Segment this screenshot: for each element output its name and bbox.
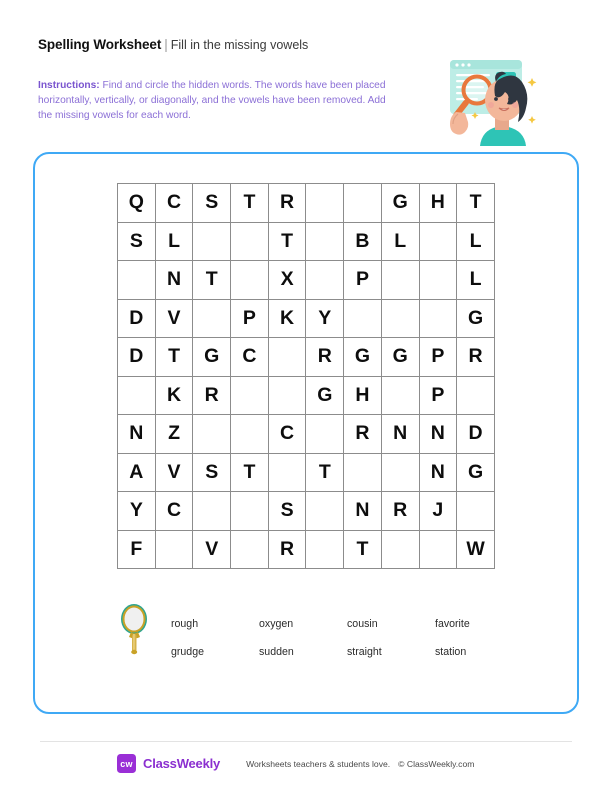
grid-cell[interactable]: D bbox=[118, 338, 156, 377]
grid-cell[interactable]: R bbox=[381, 492, 419, 531]
word-list-column bbox=[435, 610, 523, 666]
grid-cell[interactable] bbox=[306, 415, 344, 454]
grid-cell[interactable] bbox=[193, 415, 231, 454]
grid-cell[interactable]: W bbox=[457, 530, 495, 569]
word-search-grid bbox=[117, 183, 495, 569]
grid-row bbox=[118, 338, 495, 377]
grid-row bbox=[118, 376, 495, 415]
grid-cell[interactable] bbox=[306, 184, 344, 223]
grid-cell[interactable]: G bbox=[344, 338, 382, 377]
grid-cell[interactable]: N bbox=[344, 492, 382, 531]
grid-cell[interactable] bbox=[419, 299, 457, 338]
word-list bbox=[117, 600, 517, 666]
grid-cell[interactable]: N bbox=[118, 415, 156, 454]
grid-cell[interactable] bbox=[231, 415, 269, 454]
grid-cell[interactable]: N bbox=[381, 415, 419, 454]
grid-cell[interactable]: R bbox=[193, 376, 231, 415]
grid-cell[interactable]: H bbox=[344, 376, 382, 415]
grid-cell[interactable] bbox=[193, 222, 231, 261]
grid-cell[interactable]: R bbox=[344, 415, 382, 454]
grid-cell[interactable] bbox=[344, 299, 382, 338]
word-list-item[interactable]: station bbox=[435, 646, 467, 658]
grid-cell[interactable]: Q bbox=[118, 184, 156, 223]
grid-cell[interactable]: R bbox=[268, 530, 306, 569]
grid-cell[interactable] bbox=[381, 530, 419, 569]
grid-row bbox=[118, 453, 495, 492]
grid-cell[interactable] bbox=[118, 261, 156, 300]
grid-cell[interactable]: S bbox=[268, 492, 306, 531]
grid-cell[interactable]: J bbox=[419, 492, 457, 531]
grid-cell[interactable] bbox=[306, 222, 344, 261]
grid-cell[interactable]: G bbox=[381, 184, 419, 223]
page-title bbox=[38, 36, 438, 54]
grid-cell[interactable]: G bbox=[457, 453, 495, 492]
instructions-text: Find and circle the hidden words. The words have been placed horizontally, vertically, or diagonally, and the vowels have been removed. Add the missing vowels for each word. bbox=[38, 80, 386, 122]
grid-cell[interactable]: Y bbox=[118, 492, 156, 531]
grid-cell[interactable] bbox=[381, 376, 419, 415]
grid-cell[interactable]: P bbox=[344, 261, 382, 300]
grid-cell[interactable]: L bbox=[457, 222, 495, 261]
grid-cell[interactable] bbox=[419, 530, 457, 569]
title-divider: | bbox=[164, 37, 168, 52]
word-list-item[interactable]: grudge bbox=[171, 646, 204, 658]
grid-cell[interactable]: T bbox=[231, 453, 269, 492]
grid-cell[interactable] bbox=[268, 338, 306, 377]
grid-cell[interactable] bbox=[419, 261, 457, 300]
magnifying-glass-icon bbox=[117, 600, 153, 656]
grid-cell[interactable]: K bbox=[155, 376, 193, 415]
grid-cell[interactable] bbox=[306, 492, 344, 531]
word-list-column bbox=[259, 610, 347, 666]
grid-cell[interactable]: L bbox=[457, 261, 495, 300]
grid-cell[interactable]: H bbox=[419, 184, 457, 223]
grid-cell[interactable]: B bbox=[344, 222, 382, 261]
grid-cell[interactable]: L bbox=[155, 222, 193, 261]
grid-cell[interactable]: T bbox=[193, 261, 231, 300]
word-list-columns bbox=[171, 600, 523, 666]
grid-cell[interactable] bbox=[344, 184, 382, 223]
grid-cell[interactable]: P bbox=[419, 376, 457, 415]
grid-cell[interactable]: K bbox=[268, 299, 306, 338]
grid-cell[interactable]: Z bbox=[155, 415, 193, 454]
grid-cell[interactable]: T bbox=[268, 222, 306, 261]
grid-cell[interactable]: S bbox=[193, 453, 231, 492]
grid-cell[interactable] bbox=[231, 492, 269, 531]
person-with-magnifier-illustration bbox=[428, 50, 556, 146]
grid-cell[interactable]: T bbox=[155, 338, 193, 377]
word-search-body bbox=[118, 184, 495, 569]
grid-row bbox=[118, 261, 495, 300]
word-list-item[interactable]: favorite bbox=[435, 618, 470, 630]
grid-cell[interactable] bbox=[268, 376, 306, 415]
grid-cell[interactable]: C bbox=[155, 184, 193, 223]
instructions-block bbox=[38, 78, 390, 124]
grid-cell[interactable]: S bbox=[118, 222, 156, 261]
grid-cell[interactable]: R bbox=[457, 338, 495, 377]
grid-row bbox=[118, 299, 495, 338]
grid-cell[interactable] bbox=[193, 299, 231, 338]
grid-cell[interactable]: X bbox=[268, 261, 306, 300]
word-list-column bbox=[171, 610, 259, 666]
grid-cell[interactable] bbox=[306, 530, 344, 569]
grid-cell[interactable]: F bbox=[118, 530, 156, 569]
grid-cell[interactable]: T bbox=[344, 530, 382, 569]
grid-cell[interactable] bbox=[306, 261, 344, 300]
grid-cell[interactable] bbox=[231, 222, 269, 261]
grid-cell[interactable] bbox=[155, 530, 193, 569]
footer-copyright: © ClassWeekly.com bbox=[398, 758, 475, 769]
grid-cell[interactable]: R bbox=[306, 338, 344, 377]
classweekly-logo-badge: cw bbox=[117, 754, 136, 773]
grid-cell[interactable]: T bbox=[306, 453, 344, 492]
grid-cell[interactable] bbox=[381, 261, 419, 300]
grid-cell[interactable] bbox=[268, 453, 306, 492]
word-list-column bbox=[347, 610, 435, 666]
grid-cell[interactable] bbox=[457, 376, 495, 415]
grid-cell[interactable]: C bbox=[268, 415, 306, 454]
grid-cell[interactable] bbox=[381, 299, 419, 338]
word-list-item[interactable]: sudden bbox=[259, 646, 294, 658]
page-title-subtitle: Fill in the missing vowels bbox=[170, 38, 309, 52]
word-list-item[interactable]: oxygen bbox=[259, 618, 294, 630]
footer-tagline: Worksheets teachers & students love. bbox=[246, 758, 391, 769]
grid-cell[interactable] bbox=[457, 492, 495, 531]
grid-row bbox=[118, 184, 495, 223]
word-list-item[interactable]: straight bbox=[347, 646, 382, 658]
grid-cell[interactable]: T bbox=[457, 184, 495, 223]
grid-cell[interactable] bbox=[231, 376, 269, 415]
grid-cell[interactable]: D bbox=[118, 299, 156, 338]
grid-row bbox=[118, 530, 495, 569]
footer-divider bbox=[40, 741, 572, 742]
word-list-item[interactable]: cousin bbox=[347, 618, 378, 630]
word-list-item[interactable]: rough bbox=[171, 618, 199, 630]
grid-row bbox=[118, 492, 495, 531]
classweekly-brand-name: ClassWeekly bbox=[143, 756, 221, 771]
grid-cell[interactable]: V bbox=[155, 299, 193, 338]
grid-cell[interactable]: V bbox=[193, 530, 231, 569]
grid-cell[interactable]: G bbox=[457, 299, 495, 338]
grid-cell[interactable]: C bbox=[231, 338, 269, 377]
page-header bbox=[38, 36, 438, 54]
grid-cell[interactable]: P bbox=[419, 338, 457, 377]
grid-row bbox=[118, 415, 495, 454]
grid-cell[interactable]: R bbox=[268, 184, 306, 223]
grid-cell[interactable] bbox=[419, 222, 457, 261]
grid-cell[interactable]: T bbox=[231, 184, 269, 223]
grid-cell[interactable]: V bbox=[155, 453, 193, 492]
grid-cell[interactable]: D bbox=[457, 415, 495, 454]
grid-cell[interactable]: N bbox=[419, 453, 457, 492]
grid-cell[interactable] bbox=[381, 453, 419, 492]
grid-cell[interactable] bbox=[344, 453, 382, 492]
grid-cell[interactable]: N bbox=[155, 261, 193, 300]
instructions-label: Instructions: bbox=[38, 80, 100, 91]
grid-cell[interactable]: C bbox=[155, 492, 193, 531]
grid-cell[interactable] bbox=[231, 261, 269, 300]
footer bbox=[117, 754, 474, 773]
grid-cell[interactable]: A bbox=[118, 453, 156, 492]
page-title-main: Spelling Worksheet bbox=[38, 37, 162, 52]
grid-cell[interactable]: N bbox=[419, 415, 457, 454]
grid-cell[interactable]: G bbox=[306, 376, 344, 415]
grid-cell[interactable] bbox=[231, 530, 269, 569]
grid-cell[interactable]: G bbox=[193, 338, 231, 377]
grid-cell[interactable] bbox=[118, 376, 156, 415]
grid-cell[interactable] bbox=[193, 492, 231, 531]
grid-cell[interactable]: S bbox=[193, 184, 231, 223]
grid-row bbox=[118, 222, 495, 261]
word-search-table bbox=[117, 183, 495, 569]
grid-cell[interactable]: Y bbox=[306, 299, 344, 338]
grid-cell[interactable]: P bbox=[231, 299, 269, 338]
grid-cell[interactable]: L bbox=[381, 222, 419, 261]
grid-cell[interactable]: G bbox=[381, 338, 419, 377]
